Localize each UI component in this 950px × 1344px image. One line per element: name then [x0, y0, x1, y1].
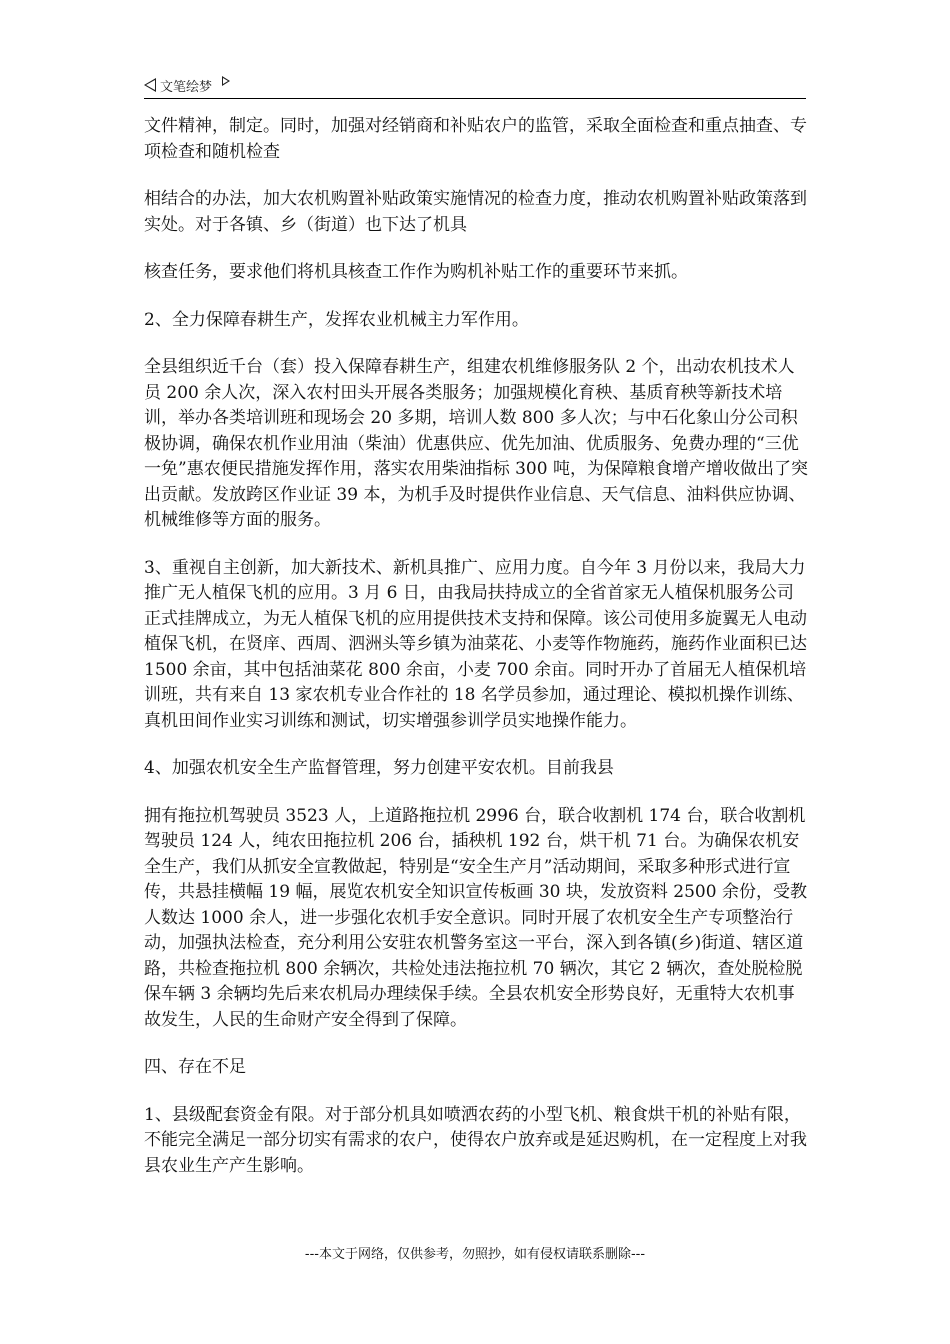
paragraph: 全县组织近千台（套）投入保障春耕生产，组建农机维修服务队 2 个，出动农机技术人员 200 余人次，深入农村田头开展各类服务；加强规模化育秧、基质育秧等新技术培训，举办各类培训班和现场会 20 多期，培训人数 800 多人次；与中石化象山分公司积极协调，确保农机作业用油（柴油）优惠供应、优先加油、优质服务、免费办理的“三优一免”惠农便民措施发挥作用，落实农用柴油指标 300 吨，为保障粮食增产增收做出了突出贡献。发放跨区作业证 39 本，为机手及时提供作业信息、天气信息、油料供应协调、机械维修等方面的服务。: [144, 357, 808, 530]
document-body: [144, 114, 808, 1201]
section-heading: 4、加强农机安全生产监督管理，努力创建平安农机。目前我县: [144, 758, 614, 778]
section-heading: 2、全力保障春耕生产，发挥农业机械主力军作用。: [144, 309, 529, 330]
paragraph: 3、重视自主创新，加大新技术、新机具推广、应用力度。自今年 3 月份以来，我局大力推广无人植保飞机的应用。3 月 6 日，由我局扶持成立的全省首家无人植保机服务公司正式挂牌成立，为无人植保飞机的应用提供技术支持和保障。该公司使用多旋翼无人电动植保飞机，在贤庠、西周、泗洲头等乡镇为油菜花、小麦等作物施药，施药作业面积已达 1500 余亩，其中包括油菜花 800 余亩，小麦 700 余亩。同时开办了首届无人植保机培训班，共有来自 13 家农机专业合作社的 18 名学员参加，通过理论、模拟机操作训练、真机田间作业实习训练和测试，切实增强参训学员实地操作能力。: [144, 557, 807, 731]
paragraph: 文件精神，制定。同时，加强对经销商和补贴农户的监管，采取全面检查和重点抽查、专项检查和随机检查: [144, 116, 807, 162]
triangle-right-icon: [222, 76, 230, 86]
paragraph: 拥有拖拉机驾驶员 3523 人，上道路拖拉机 2996 台，联合收割机 174 台，联合收割机驾驶员 124 人，纯农田拖拉机 206 台，插秧机 192 台，烘干机 71 台。为确保农机安全生产，我们从抓安全宣教做起，特别是“安全生产月”活动期间，采取多种形式进行宣传，共悬挂横幅 19 幅，展览农机安全知识宣传板画 30 块，发放资料 2500 余份，受教人数达 1000 余人，进一步强化农机手安全意识。同时开展了农机安全生产专项整治行动，加强执法检查，充分利用公安驻农机警务室这一平台，深入到各镇(乡)街道、辖区道路，共检查拖拉机 800 余辆次，共检处违法拖拉机 70 辆次，其它 2 辆次，查处脱检脱保车辆 3 余辆均先后来农机局办理续保手续。全县农机安全形势良好，无重特大农机事故发生，人民的生命财产安全得到了保障。: [144, 805, 807, 1030]
paragraph: 相结合的办法，加大农机购置补贴政策实施情况的检查力度，推动农机购置补贴政策落到实处。对于各镇、乡（街道）也下达了机具: [144, 189, 807, 235]
triangle-left-icon: [144, 78, 156, 92]
page-header: [144, 72, 806, 99]
paragraph: 核查任务，要求他们将机具核查工作作为购机补贴工作的重要环节来抓。: [144, 262, 688, 282]
header-title: 文笔绘梦: [160, 79, 213, 95]
page-footer: ---本文于网络，仅供参考，勿照抄，如有侵权请联系删除---: [304, 1247, 646, 1262]
section-heading: 四、存在不足: [144, 1057, 246, 1077]
paragraph: 1、县级配套资金有限。对于部分机具如喷洒农药的小型飞机、粮食烘干机的补贴有限，不能完全满足一部分切实有需求的农户，使得农户放弃或是延迟购机，在一定程度上对我县农业生产产生影响。: [144, 1104, 807, 1176]
